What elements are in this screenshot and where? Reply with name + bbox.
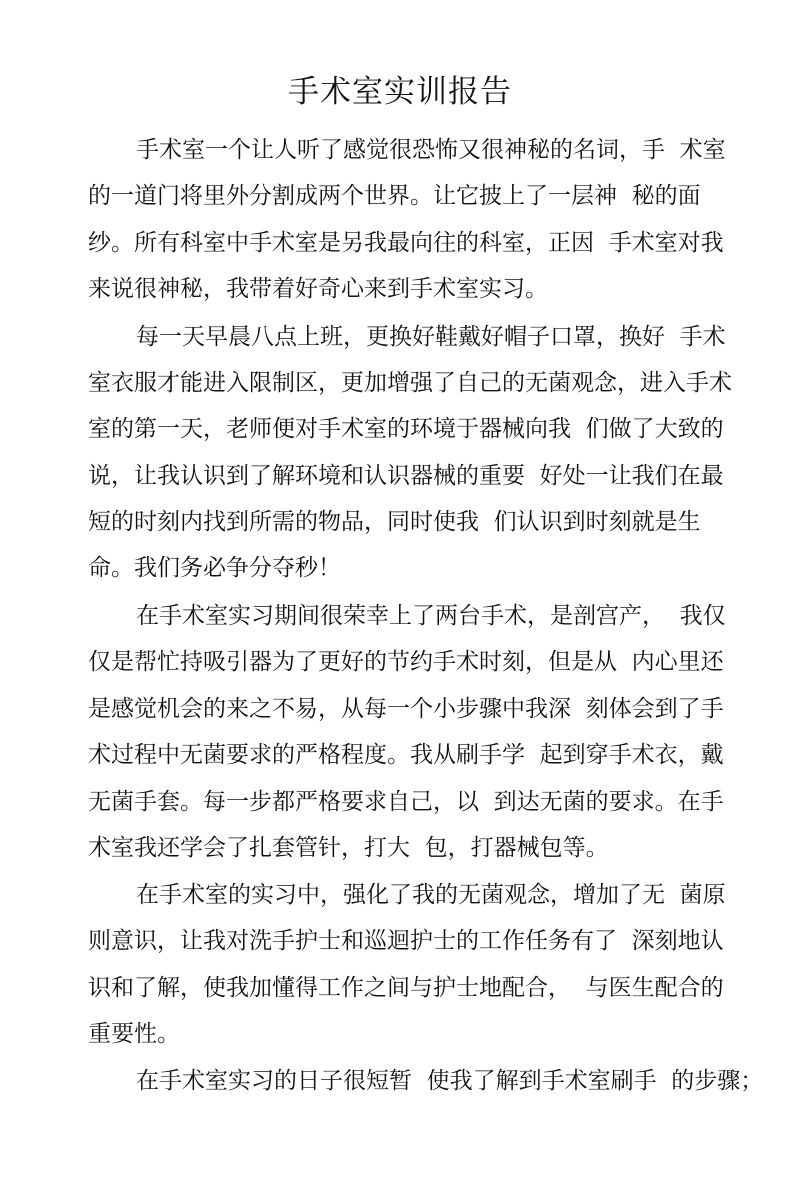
- paragraph-1-line-2: 的一道门将里外分割成两个世界。让它披上了一层神 秘的面: [88, 183, 701, 209]
- document-title: 手术室实训报告: [288, 74, 512, 110]
- paragraph-3-line-5: 无菌手套。每一步都严格要求自己，以 到达无菌的要求。在手: [88, 789, 724, 815]
- paragraph-1-line-1: 手术室一个让人听了感觉很恐怖又很神秘的名词，手 术室: [136, 137, 726, 163]
- paragraph-2-line-2: 室衣服才能进入限制区，更加增强了自己的无菌观念，进入手术: [88, 370, 732, 396]
- paragraph-4-line-1: 在手术室的实习中，强化了我的无菌观念，增加了无 菌原: [136, 882, 726, 908]
- paragraph-4-line-4: 重要性。: [88, 1021, 180, 1047]
- paragraph-2-line-4: 说，让我认识到了解环境和认识器械的重要 好处一让我们在最: [88, 463, 724, 489]
- paragraph-4-line-2: 则意识，让我对洗手护士和巡迴护士的工作任务有了 深刻地认: [88, 928, 724, 954]
- paragraph-5-line-1: 在手术室实习的日子很短暂 使我了解到手术室刷手 的步骤；: [136, 1068, 764, 1094]
- paragraph-1-line-4: 来说很神秘，我带着好奇心来到手术室实习。: [88, 276, 548, 302]
- paragraph-3-line-4: 术过程中无菌要求的严格程度。我从刷手学 起到穿手术衣，戴: [88, 742, 724, 768]
- paragraph-1-line-3: 纱。所有科室中手术室是另我最向往的科室，正因 手术室对我: [88, 230, 724, 256]
- paragraph-4-line-3: 识和了解，使我加懂得工作之间与护士地配合， 与医生配合的: [88, 975, 724, 1001]
- paragraph-2-line-6: 命。我们务必争分夺秒！: [88, 555, 341, 581]
- paragraph-2-line-3: 室的第一天，老师便对手术室的环境于器械向我 们做了大致的: [88, 416, 724, 442]
- paragraph-3-line-6: 术室我还学会了扎套管针，打大 包，打器械包等。: [88, 835, 609, 861]
- paragraph-2-line-1: 每一天早晨八点上班，更换好鞋戴好帽子口罩，换好 手术: [136, 324, 726, 350]
- paragraph-2-line-5: 短的时刻内找到所需的物品，同时使我 们认识到时刻就是生: [88, 509, 701, 535]
- paragraph-3-line-1: 在手术室实习期间很荣幸上了两台手术，是剖宫产， 我仅: [136, 603, 726, 629]
- paragraph-3-line-3: 是感觉机会的来之不易，从每一个小步骤中我深 刻体会到了手: [88, 696, 724, 722]
- paragraph-3-line-2: 仅是帮忙持吸引器为了更好的节约手术时刻，但是从 内心里还: [88, 649, 724, 675]
